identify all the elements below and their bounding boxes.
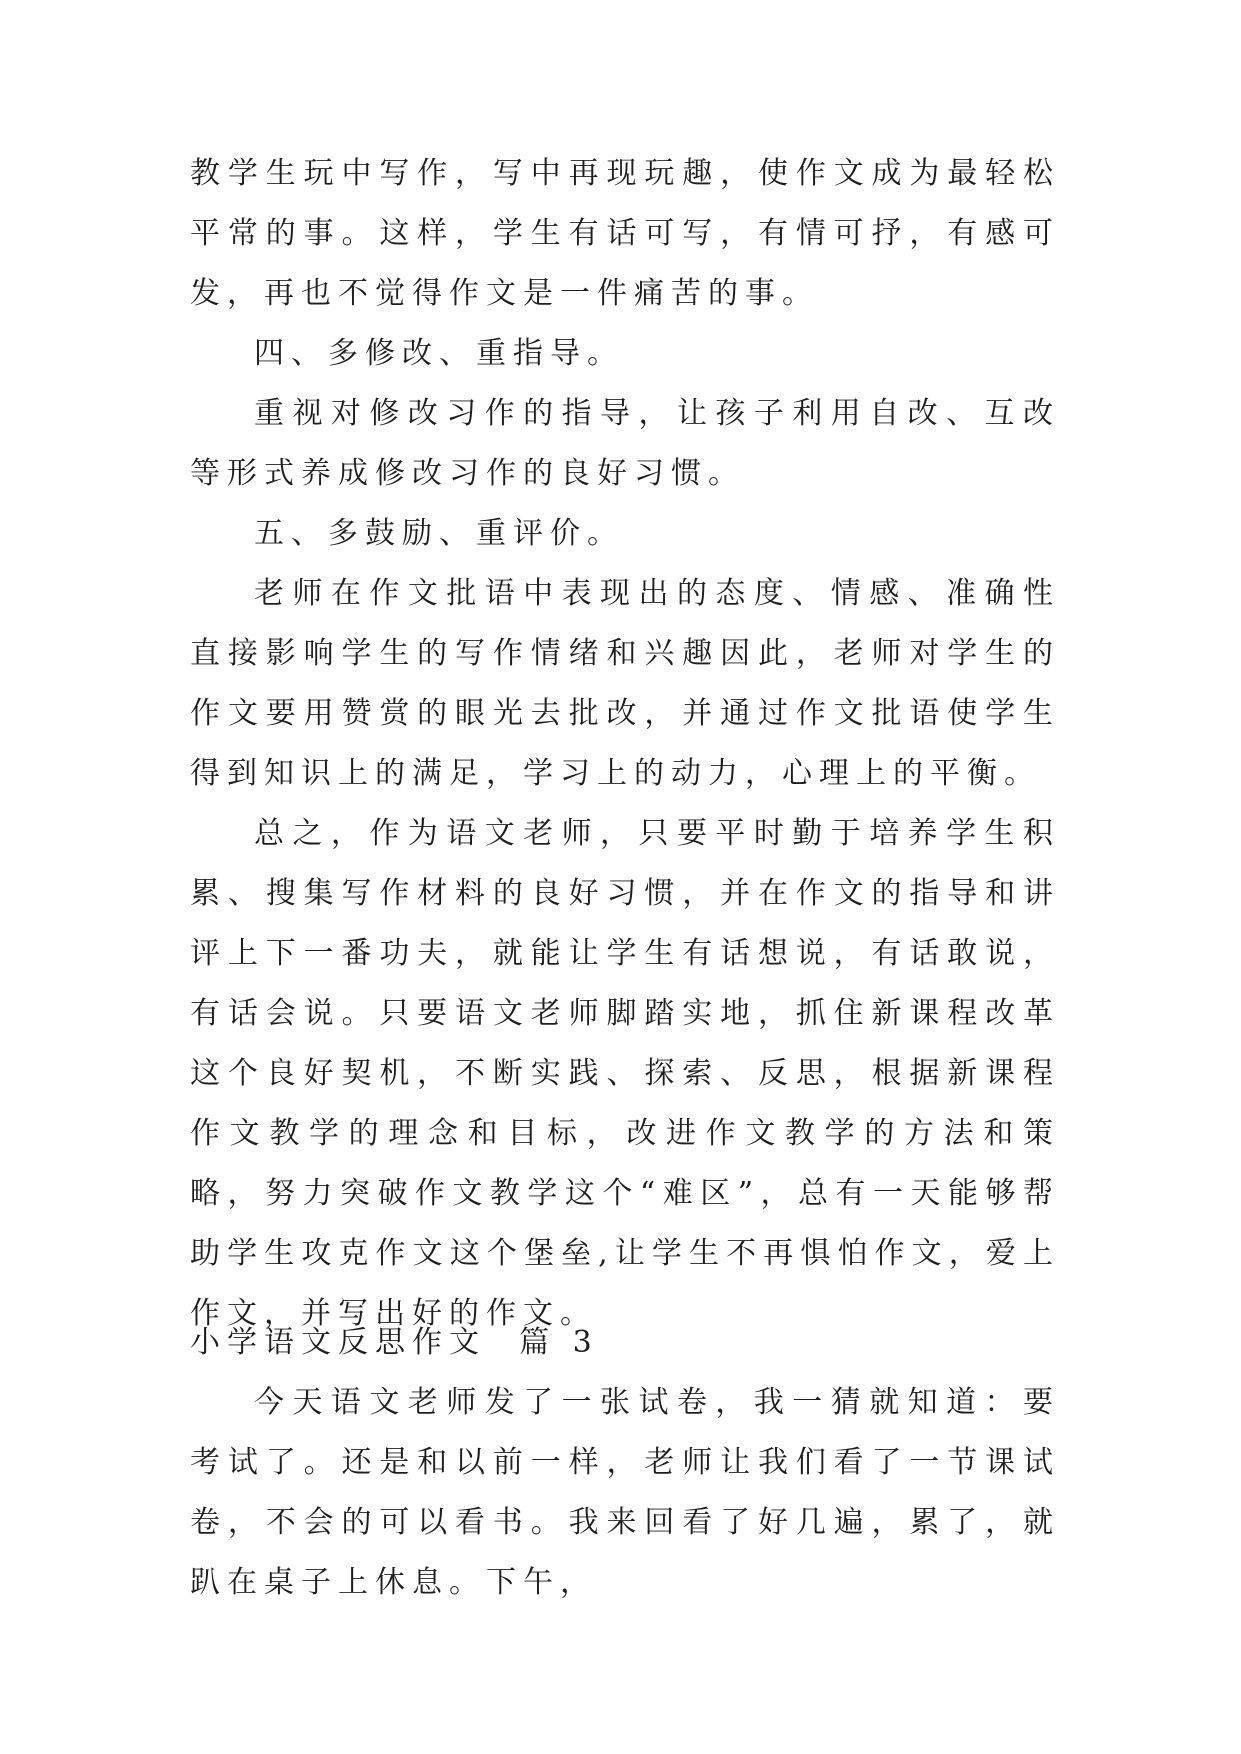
paragraph-continued: 教学生玩中写作，写中再现玩趣，使作文成为最轻松平常的事。这样，学生有话可写，有情可抒，有感可发，再也不觉得作文是一件痛苦的事。 — [190, 156, 1060, 311]
heading-four: 四、多修改、重指导。 — [254, 336, 624, 371]
paragraph-evaluation: 老师在作文批语中表现出的态度、情感、准确性直接影响学生的写作情绪和兴趣因此，老师对学生的作文要用赞赏的眼光去批改，并通过作文批语使学生得到知识上的满足，学习上的动力，心理上的平衡。 — [190, 576, 1060, 791]
section-3 — [190, 1313, 1060, 1613]
heading-five: 五、多鼓励、重评价。 — [254, 516, 624, 551]
paragraph-revision: 重视对修改习作的指导，让孩子利用自改、互改等形式养成修改习作的良好习惯。 — [190, 396, 1060, 491]
article-body — [190, 144, 1060, 1344]
paragraph-conclusion: 总之，作为语文老师，只要平时勤于培养学生积累、搜集写作材料的良好习惯，并在作文的指导和讲评上下一番功夫，就能让学生有话想说，有话敢说，有话会说。只要语文老师脚踏实地，抓住新课程改革这个良好契机，不断实践、探索、反思，根据新课程作文教学的理念和目标，改进作文教学的方法和策略，努力突破作文教学这个“难区”，总有一天能够帮助学生攻克作文这个堡垒,让学生不再惧怕作文，爱上作文，并写出好的作文。 — [190, 816, 1060, 1331]
section-title: 小学语文反思作文 篇 3 — [190, 1325, 599, 1360]
section-paragraph: 今天语文老师发了一张试卷，我一猜就知道：要考试了。还是和以前一样，老师让我们看了一节课试卷，不会的可以看书。我来回看了好几遍，累了，就趴在桌子上休息。下午， — [190, 1385, 1060, 1600]
